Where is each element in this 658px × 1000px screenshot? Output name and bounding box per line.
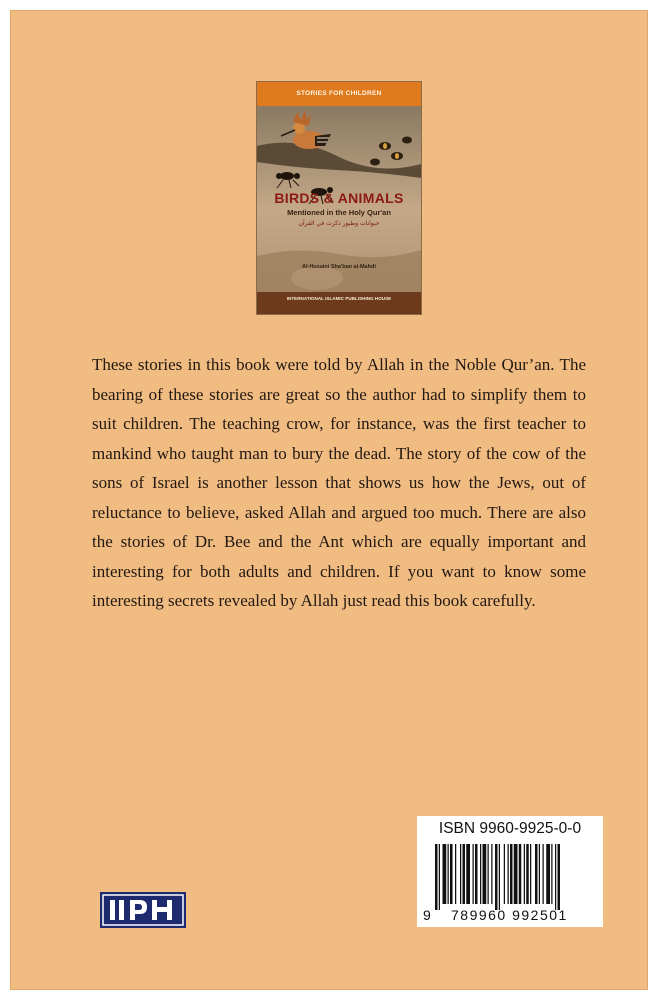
barcode-first-digit: 9	[423, 907, 431, 923]
back-cover	[10, 10, 648, 990]
barcode-bar	[551, 844, 552, 904]
publisher-name: INTERNATIONAL ISLAMIC PUBLISHING HOUSE	[286, 296, 392, 301]
barcode-bar	[439, 844, 440, 910]
barcode-bar	[555, 844, 556, 910]
barcode-bar	[483, 844, 487, 904]
book-subtitle: Mentioned in the Holy Qur'an	[287, 208, 391, 217]
barcode-bar	[526, 844, 529, 904]
barcode-bar	[480, 844, 481, 904]
barcode	[435, 844, 595, 910]
barcode-bar	[558, 844, 561, 910]
barcode-bar	[499, 844, 500, 910]
book-title: BIRDS & ANIMALS	[274, 190, 404, 206]
barcode-bar	[475, 844, 478, 904]
barcode-bar	[495, 844, 498, 910]
barcode-bar	[524, 844, 525, 904]
barcode-bar	[539, 844, 540, 904]
series-label: STORIES FOR CHILDREN	[257, 82, 421, 106]
barcode-bar	[510, 844, 513, 904]
barcode-bar	[460, 844, 461, 904]
barcode-bar	[463, 844, 466, 904]
arabic-title: حيوانات وطيور ذكرت في القرآن	[298, 220, 380, 227]
barcode-bar	[473, 844, 474, 904]
author-name: Al-Husaini Sha'ban al-Mahdi	[302, 264, 376, 270]
barcode-number: 789960 992501	[451, 907, 568, 923]
barcode-bar	[450, 844, 453, 904]
isbn-barcode-box	[417, 816, 603, 927]
barcode-bar	[535, 844, 538, 904]
barcode-bar	[488, 844, 489, 904]
book-description: These stories in this book were told by Allah in the Noble Qur’an. The bearing of these stories are great so the author had to simplify them to suit children. The teaching crow, for instance, was the first teacher to mankind who taught man to bury the dead. The story of the cow of the sons of Israel is another lesson that shows us how the Jews, out of reluctance to believe, asked Allah and argued too much. There are also the stories of Dr. Bee and the Ant which are equally important and interesting for both adults and children. If you want to know some interesting secrets revealed by Allah just read this book carefully.	[92, 355, 586, 610]
barcode-bar	[543, 844, 544, 904]
barcode-bar	[508, 844, 509, 904]
barcode-bar	[530, 844, 531, 904]
iiph-logo	[100, 892, 186, 928]
barcode-bar	[443, 844, 447, 904]
barcode-bar	[455, 844, 456, 904]
barcode-bar	[491, 844, 492, 904]
barcode-bar	[448, 844, 449, 904]
barcode-bar	[519, 844, 522, 904]
barcode-bar	[514, 844, 518, 904]
barcode-bar	[546, 844, 550, 904]
barcode-bar	[504, 844, 505, 904]
isbn-label: ISBN 9960-9925-0-0	[438, 820, 582, 837]
front-cover-thumbnail	[257, 82, 421, 314]
barcode-bar	[466, 844, 470, 904]
barcode-bar	[435, 844, 438, 910]
